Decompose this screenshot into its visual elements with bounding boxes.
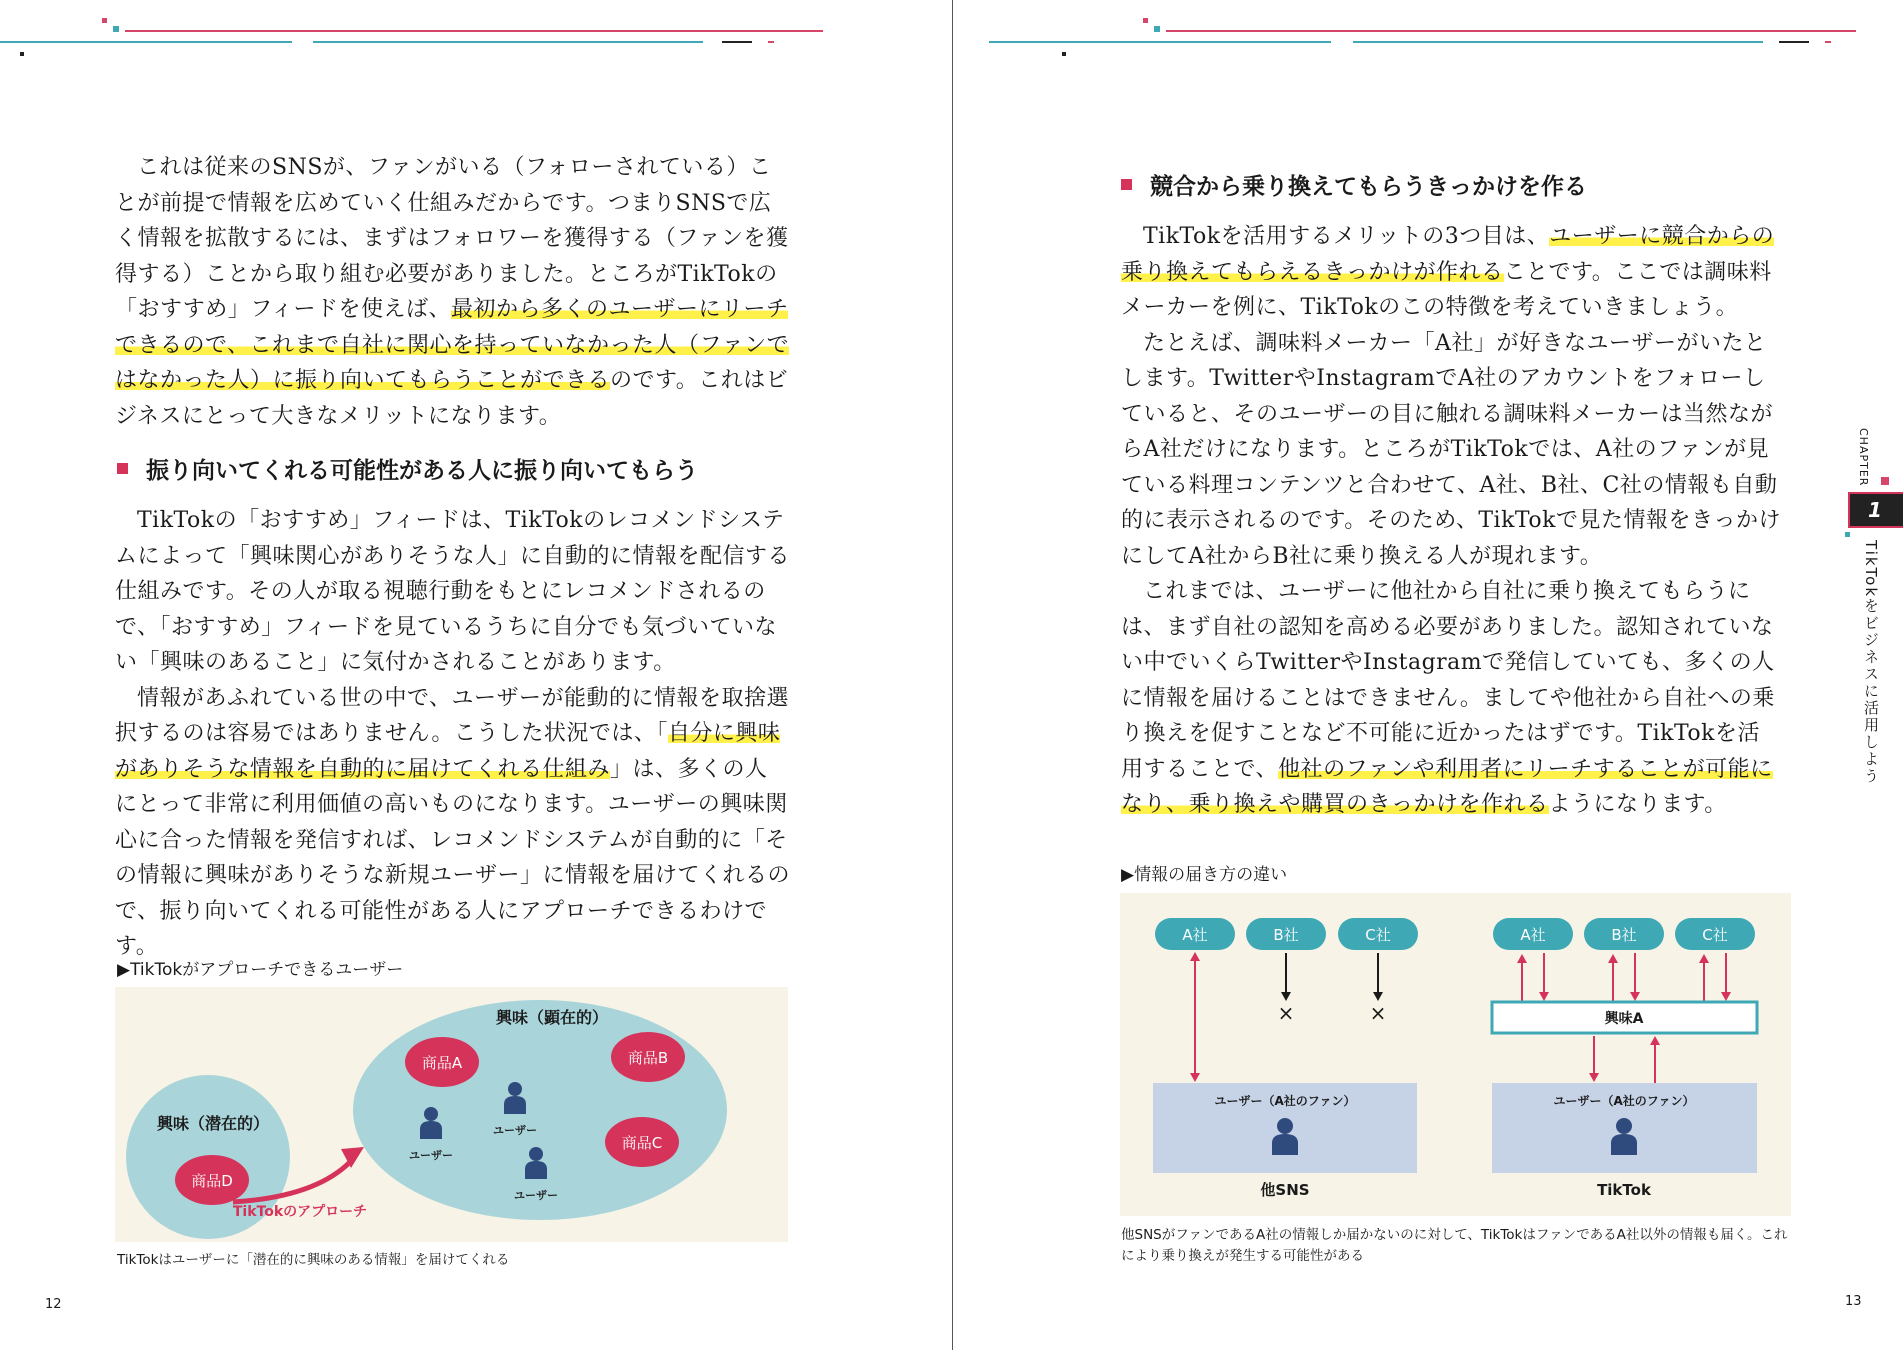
body-paragraph [115,150,790,434]
text: ようになります。 [1548,792,1727,817]
header-line [1779,41,1809,43]
product-b-label: 商品B [627,1049,669,1067]
header-square [1143,18,1148,23]
chapter-number: 1 [1868,498,1882,522]
other-sns-label: 他SNS [1260,1181,1310,1199]
user-box-label: ユーザー（A社のファン） [1214,1094,1356,1108]
delivery-diagram [1120,893,1791,1216]
chapter-marker [1845,532,1850,537]
figure-caption: 他SNSがファンであるA社の情報しか届かないのに対して、TikTokはファンであるA社以外の情報も届く。これにより乗り換えが発生する可能性がある [1121,1227,1788,1264]
user-box-label: ユーザー（A社のファン） [1553,1094,1695,1108]
header-line [1166,30,1856,32]
chapter-label: CHAPTER [1857,428,1870,487]
text: 情報があふれている世の中で、ユーザーが能動的に情報を取捨選択するのは容易ではありません。こうした状況では、「 [115,685,790,746]
text: これは従来のSNSが、ファンがいる（フォローされている）ことが前提で情報を広めていく仕組みだからです。つまりSNSで広く情報を拡散するには、まずはフォロワーを獲得する（ファンを獲得する）ことから取り組む必要がありました。ところがTikTokの「おすすめ」フィードを使えば、 [115,155,789,322]
highlight-text: ユーザーに競合からの乗り換えてもらえるきっかけが作れる [1121,224,1775,285]
big-interest-ellipse [353,1000,727,1220]
figure-title: ▶情報の届き方の違い [1121,865,1288,885]
highlight-text: 他社のファンや利用者にリーチすることが可能になり、乗り換えや購買のきっかけを作れる [1121,756,1773,817]
chapter-marker [1881,477,1889,485]
company-c-label: C社 [1365,926,1391,944]
chapter-tab [1848,420,1903,800]
chapter-number-box [1848,492,1903,528]
header-line [989,41,1331,43]
header-square [113,26,119,32]
header-line [768,41,774,43]
company-b-label: B社 [1611,926,1637,944]
body-paragraph [1121,219,1781,823]
company-c-label: C社 [1702,926,1728,944]
tiktok-label: TikTok [1597,1181,1651,1199]
company-a-label: A社 [1520,926,1546,944]
big-interest-label: 興味（顕在的） [495,1008,609,1027]
right-page [953,0,1903,1350]
text: ことです。ここでは調味料メーカーを例に、TikTokのこの特徴を考えていきましょう。 [1121,259,1772,320]
body-paragraph [115,503,790,965]
heading-text: 振り向いてくれる可能性がある人に振り向いてもらう [146,458,698,484]
user-label: ユーザー [409,1149,453,1162]
highlight-text: 最初から多くのユーザーにリーチできるので、これまで自社に関心を持っていなかった人（ファンではなかった人）に振り向いてもらうことができる [115,297,790,393]
header-square [1154,26,1160,32]
company-a-label: A社 [1182,926,1208,944]
page-number: 13 [1845,1294,1862,1309]
section-heading [1121,168,1587,201]
heading-marker [1121,179,1132,190]
interest-diagram [115,987,788,1242]
small-interest-label: 興味（潜在的） [156,1114,270,1133]
text: TikTokを活用するメリットの3つ目は、 [1143,224,1550,249]
header-line [1825,41,1831,43]
figure-title: ▶TikTokがアプローチできるユーザー [117,960,404,980]
text: 」は、多くの人にとって非常に利用価値の高いものになります。ユーザーの興味関心に合った情報を発信すれば、レコメンドシステムが自動的に「その情報に興味がありそうな新規ユーザー」に情報を届けてくれるので、振り向いてくれる可能性がある人にアプローチできるわけです。 [115,756,791,959]
approach-label: TikTokのアプローチ [232,1204,368,1220]
text: のです。これはビジネスにとって大きなメリットになります。 [115,368,789,429]
product-d-label: 商品D [191,1172,233,1190]
heading-marker [117,463,128,474]
text: たとえば、調味料メーカー「A社」が好きなユーザーがいたとします。TwitterやInstagramでA社のアカウントをフォローしていると、そのユーザーの目に触れる調味料メーカーは当然ながらA社だけになります。ところがTikTokでは、A社のファンが見ている料理コンテンツと合わせて、A社、B社、C社の情報も自動的に表示されるのです。そのため、TikTokで見た情報をきっかけにしてA社からB社に乗り換える人が現れます。 [1121,330,1781,569]
header-line [125,30,823,32]
header-dot [1062,52,1066,56]
section-heading [117,452,698,485]
company-b-label: B社 [1273,926,1299,944]
heading-text: 競合から乗り換えてもらうきっかけを作る [1150,174,1587,200]
header-line [1353,41,1763,43]
product-c-label: 商品C [621,1134,663,1152]
header-dot [20,52,24,56]
text: これまでは、ユーザーに他社から自社に乗り換えてもらうには、まず自社の認知を高める必要がありました。認知されていない中でいくらTwitterやInstagramで発信していても、多くの人に情報を届けることはできません。ましてや他社から自社への乗り換えを促すことなど不可能に近かったはずです。TikTokを活用することで、 [1121,579,1775,782]
chapter-title: TikTokをビジネスに活用しよう [1862,540,1880,786]
cross-mark: × [1369,1001,1387,1025]
header-line [313,41,703,43]
header-square [102,18,107,23]
interest-a-label: 興味A [1604,1011,1644,1027]
cross-mark: × [1277,1001,1295,1025]
product-a-label: 商品A [421,1054,463,1072]
text: TikTokの「おすすめ」フィードは、TikTokのレコメンドシステムによって「興味関心がありそうな人」に自動的に情報を配信する仕組みです。その人が取る視聴行動をもとにレコメンドされるので、「おすすめ」フィードを見ているうちに自分でも気づいていない「興味のあること」に気付かされることがあります。 [115,508,791,675]
header-line [0,41,292,43]
highlight-text: 自分に興味がありそうな情報を自動的に届けてくれる仕組み [115,721,781,782]
user-label: ユーザー [514,1189,558,1202]
figure-caption: TikTokはユーザーに「潜在的に興味のある情報」を届けてくれる [117,1252,510,1268]
page-number: 12 [45,1297,62,1312]
header-line [722,41,752,43]
user-label: ユーザー [493,1124,537,1137]
